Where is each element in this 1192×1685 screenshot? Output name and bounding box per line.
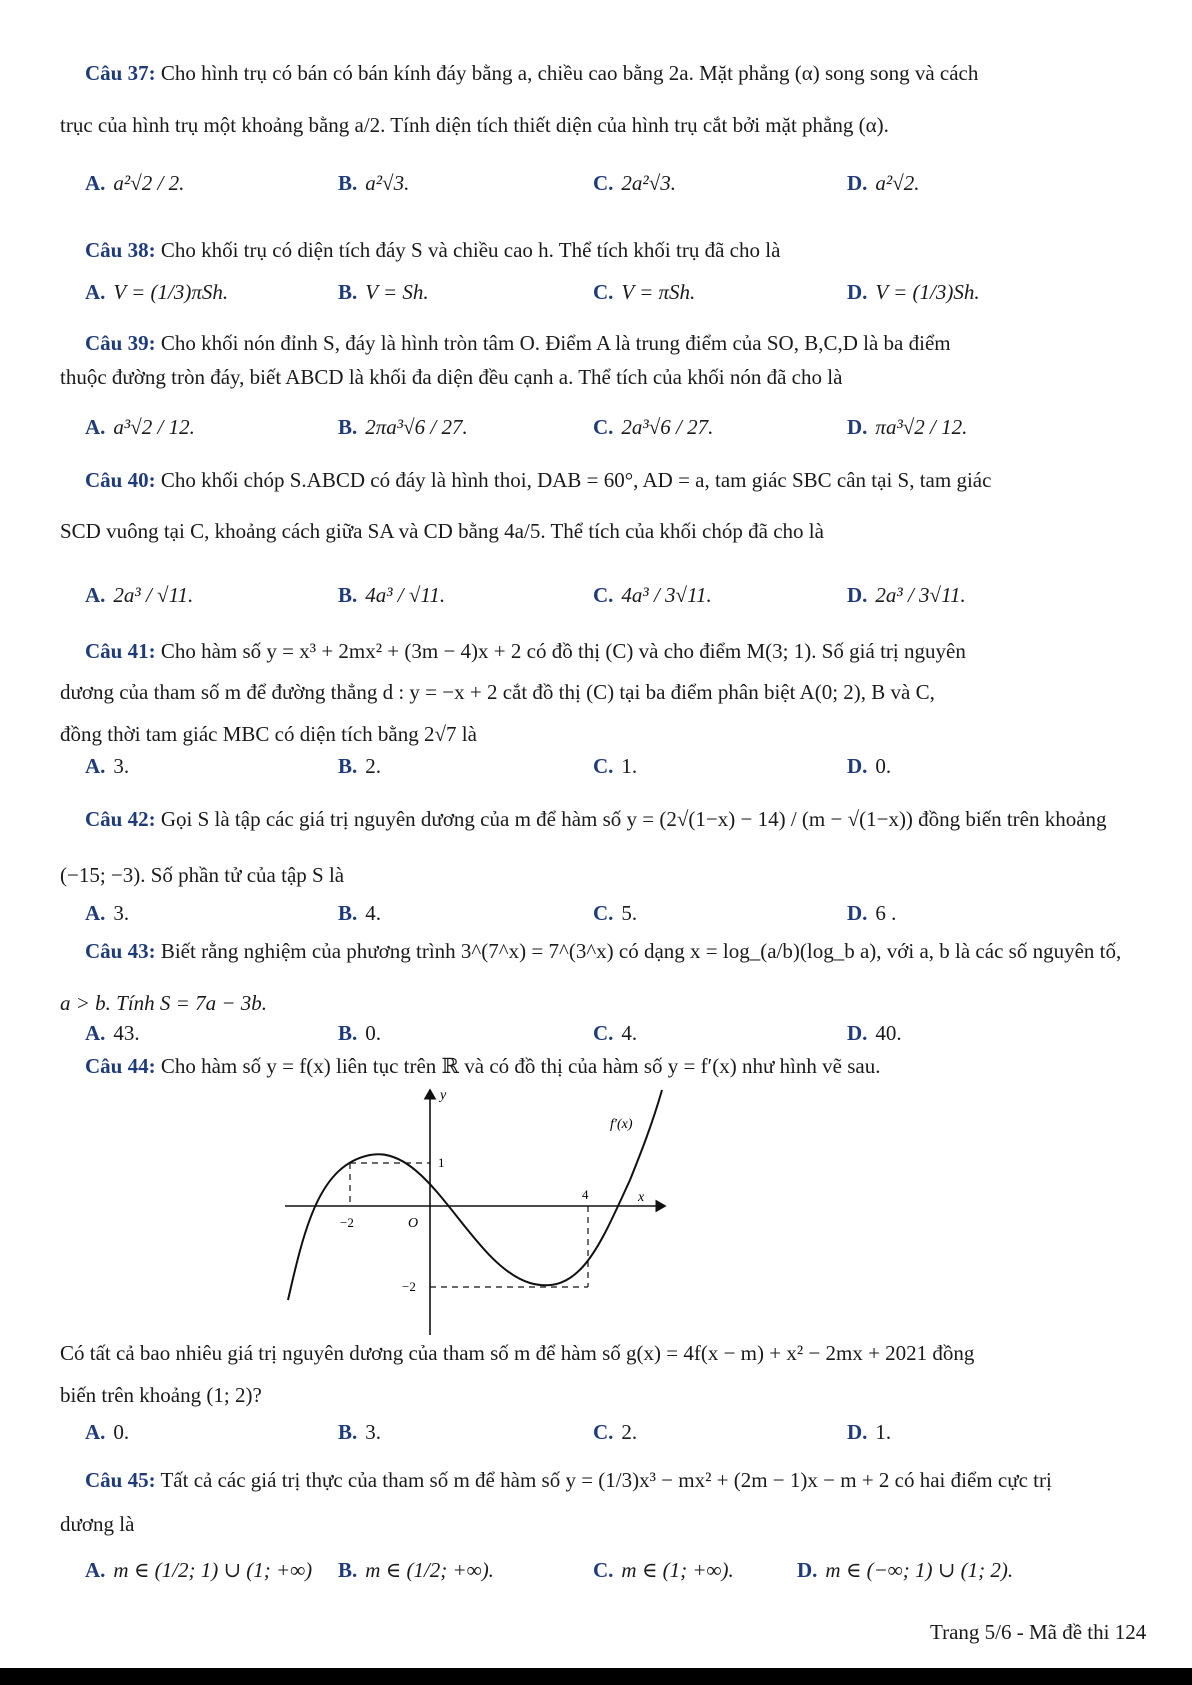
option-c[interactable]: C. 1. xyxy=(593,753,638,778)
question-label: Câu 39: xyxy=(85,331,156,355)
question-text: Cho khối chóp S.ABCD có đáy là hình thoi, DAB = 60°, AD = a, tam giác SBC cân tại S, tam giác xyxy=(160,468,992,492)
option-c[interactable]: C. 2a³√6 / 27. xyxy=(593,414,714,439)
question-text: Cho khối nón đỉnh S, đáy là hình tròn tâm O. Điểm A là trung điểm của SO, B,C,D là ba điểm xyxy=(160,331,951,355)
options-39 xyxy=(85,407,1145,447)
option-b[interactable]: B. m ∈ (1/2; +∞). xyxy=(338,1557,494,1582)
option-b[interactable]: B. 2. xyxy=(338,753,382,778)
question-label: Câu 44: xyxy=(85,1054,156,1078)
option-a[interactable]: A. 43. xyxy=(85,1020,140,1045)
question-39-cont xyxy=(60,364,842,390)
options-41 xyxy=(85,746,1145,786)
tick-y-neg2: −2 xyxy=(402,1279,416,1294)
option-b[interactable]: B. V = Sh. xyxy=(338,279,429,304)
question-44-cont xyxy=(60,1340,974,1366)
option-c[interactable]: C. 4a³ / 3√11. xyxy=(593,582,712,607)
option-c[interactable]: C. V = πSh. xyxy=(593,279,696,304)
option-a[interactable]: A. a³√2 / 12. xyxy=(85,414,195,439)
question-41 xyxy=(85,638,966,664)
origin-label: O xyxy=(408,1216,419,1231)
option-d[interactable]: D. V = (1/3)Sh. xyxy=(847,279,980,304)
question-text: Gọi S là tập các giá trị nguyên dương của m để hàm số y = (2√(1−x) − 14) / (m − √(1−x)) đồng biến trên khoảng xyxy=(160,807,1107,831)
tick-x-4: 4 xyxy=(582,1187,589,1202)
option-d[interactable]: D. m ∈ (−∞; 1) ∪ (1; 2). xyxy=(797,1557,1014,1582)
question-text: SCD vuông tại C, khoảng cách giữa SA và CD bằng 4a/5. Thể tích của khối chóp đã cho là xyxy=(60,519,824,543)
options-40 xyxy=(85,575,1145,615)
options-44 xyxy=(85,1412,1145,1452)
question-44 xyxy=(85,1053,880,1079)
question-40-cont xyxy=(60,518,824,544)
option-c[interactable]: C. m ∈ (1; +∞). xyxy=(593,1557,734,1582)
x-axis-label: x xyxy=(638,1190,645,1205)
question-text: Có tất cả bao nhiêu giá trị nguyên dương của tham số m để hàm số g(x) = 4f(x − m) + x² − 2mx + 2021 đồng xyxy=(60,1341,975,1365)
option-d[interactable]: D. 6 . xyxy=(847,900,897,925)
options-37 xyxy=(85,163,1145,203)
question-41-cont xyxy=(60,679,935,705)
derivative-graph xyxy=(280,1085,680,1340)
question-43 xyxy=(85,938,1121,964)
option-b[interactable]: B. 2πa³√6 / 27. xyxy=(338,414,468,439)
option-a[interactable]: A. 3. xyxy=(85,753,130,778)
options-38 xyxy=(85,272,1145,312)
option-d[interactable]: D. 1. xyxy=(847,1419,892,1444)
option-b[interactable]: B. 0. xyxy=(338,1020,382,1045)
question-39 xyxy=(85,330,951,356)
question-45 xyxy=(85,1467,1052,1493)
option-d[interactable]: D. 2a³ / 3√11. xyxy=(847,582,966,607)
question-45-cont xyxy=(60,1511,134,1537)
tick-x-neg2: −2 xyxy=(340,1215,354,1230)
question-text: Cho khối trụ có diện tích đáy S và chiều cao h. Thể tích khối trụ đã cho là xyxy=(160,238,781,262)
option-b[interactable]: B. a²√3. xyxy=(338,170,410,195)
question-text: biến trên khoảng (1; 2)? xyxy=(60,1383,262,1407)
options-45 xyxy=(85,1548,1145,1592)
question-label: Câu 42: xyxy=(85,807,156,831)
question-42 xyxy=(85,806,1107,832)
option-b[interactable]: B. 4a³ / √11. xyxy=(338,582,446,607)
bottom-bar xyxy=(0,1668,1192,1685)
question-label: Câu 43: xyxy=(85,939,156,963)
option-d[interactable]: D. 40. xyxy=(847,1020,902,1045)
question-41-cont2 xyxy=(60,721,477,747)
option-d[interactable]: D. πa³√2 / 12. xyxy=(847,414,968,439)
question-37-cont xyxy=(60,112,889,138)
option-a[interactable]: A. 0. xyxy=(85,1419,130,1444)
option-b[interactable]: B. 3. xyxy=(338,1419,382,1444)
option-a[interactable]: A. 2a³ / √11. xyxy=(85,582,194,607)
option-c[interactable]: C. 2a²√3. xyxy=(593,170,676,195)
question-label: Câu 45: xyxy=(85,1468,156,1492)
question-text: Tất cả các giá trị thực của tham số m để hàm số y = (1/3)x³ − mx² + (2m − 1)x − m + 2 có hai điểm cực trị xyxy=(160,1468,1052,1492)
curve-f-prime xyxy=(288,1090,662,1300)
question-text: đồng thời tam giác MBC có diện tích bằng 2√7 là xyxy=(60,722,477,746)
y-axis-label: y xyxy=(440,1088,447,1103)
option-c[interactable]: C. 5. xyxy=(593,900,638,925)
question-37 xyxy=(85,60,978,86)
option-a[interactable]: A. m ∈ (1/2; 1) ∪ (1; +∞) xyxy=(85,1557,313,1582)
question-text: Cho hình trụ có bán có bán kính đáy bằng a, chiều cao bằng 2a. Mặt phẳng (α) song song và cách xyxy=(160,61,979,85)
question-text: a > b. Tính S = 7a − 3b. xyxy=(60,991,268,1015)
question-label: Câu 38: xyxy=(85,238,156,262)
question-label: Câu 37: xyxy=(85,61,156,85)
question-44-cont2 xyxy=(60,1382,262,1408)
option-c[interactable]: C. 2. xyxy=(593,1419,638,1444)
option-a[interactable]: A. a²√2 / 2. xyxy=(85,170,185,195)
question-text: thuộc đường tròn đáy, biết ABCD là khối đa diện đều cạnh a. Thể tích của khối nón đã cho là xyxy=(60,365,843,389)
options-43 xyxy=(85,1013,1145,1053)
tick-y-1: 1 xyxy=(438,1155,445,1170)
question-42-cont xyxy=(60,862,344,888)
question-text: dương là xyxy=(60,1512,135,1536)
question-40 xyxy=(85,467,991,493)
question-label: Câu 41: xyxy=(85,639,156,663)
option-c[interactable]: C. 4. xyxy=(593,1020,638,1045)
option-d[interactable]: D. a²√2. xyxy=(847,170,920,195)
page-footer: Trang 5/6 - Mã đề thi 124 xyxy=(930,1620,1147,1644)
question-text: trục của hình trụ một khoảng bằng a/2. Tính diện tích thiết diện của hình trụ cắt bởi mặt phẳng (α). xyxy=(60,113,889,137)
option-a[interactable]: A. 3. xyxy=(85,900,130,925)
question-text: Cho hàm số y = f(x) liên tục trên ℝ và có đồ thị của hàm số y = f′(x) như hình vẽ sau. xyxy=(160,1054,881,1078)
option-d[interactable]: D. 0. xyxy=(847,753,892,778)
question-text: Biết rằng nghiệm của phương trình 3^(7^x) = 7^(3^x) có dạng x = log_(a/b)(log_b a), với a, b là các số nguyên tố, xyxy=(160,939,1122,963)
option-b[interactable]: B. 4. xyxy=(338,900,382,925)
curve-label: f′(x) xyxy=(610,1117,633,1132)
options-42 xyxy=(85,893,1145,933)
question-text: (−15; −3). Số phần tử của tập S là xyxy=(60,863,345,887)
question-38 xyxy=(85,237,780,263)
question-text: Cho hàm số y = x³ + 2mx² + (3m − 4)x + 2 có đồ thị (C) và cho điểm M(3; 1). Số giá trị nguyên xyxy=(160,639,966,663)
question-text: dương của tham số m để đường thẳng d : y = −x + 2 cắt đồ thị (C) tại ba điểm phân biệt A(0; 2), B và C, xyxy=(60,680,935,704)
question-label: Câu 40: xyxy=(85,468,156,492)
option-a[interactable]: A. V = (1/3)πSh. xyxy=(85,279,229,304)
